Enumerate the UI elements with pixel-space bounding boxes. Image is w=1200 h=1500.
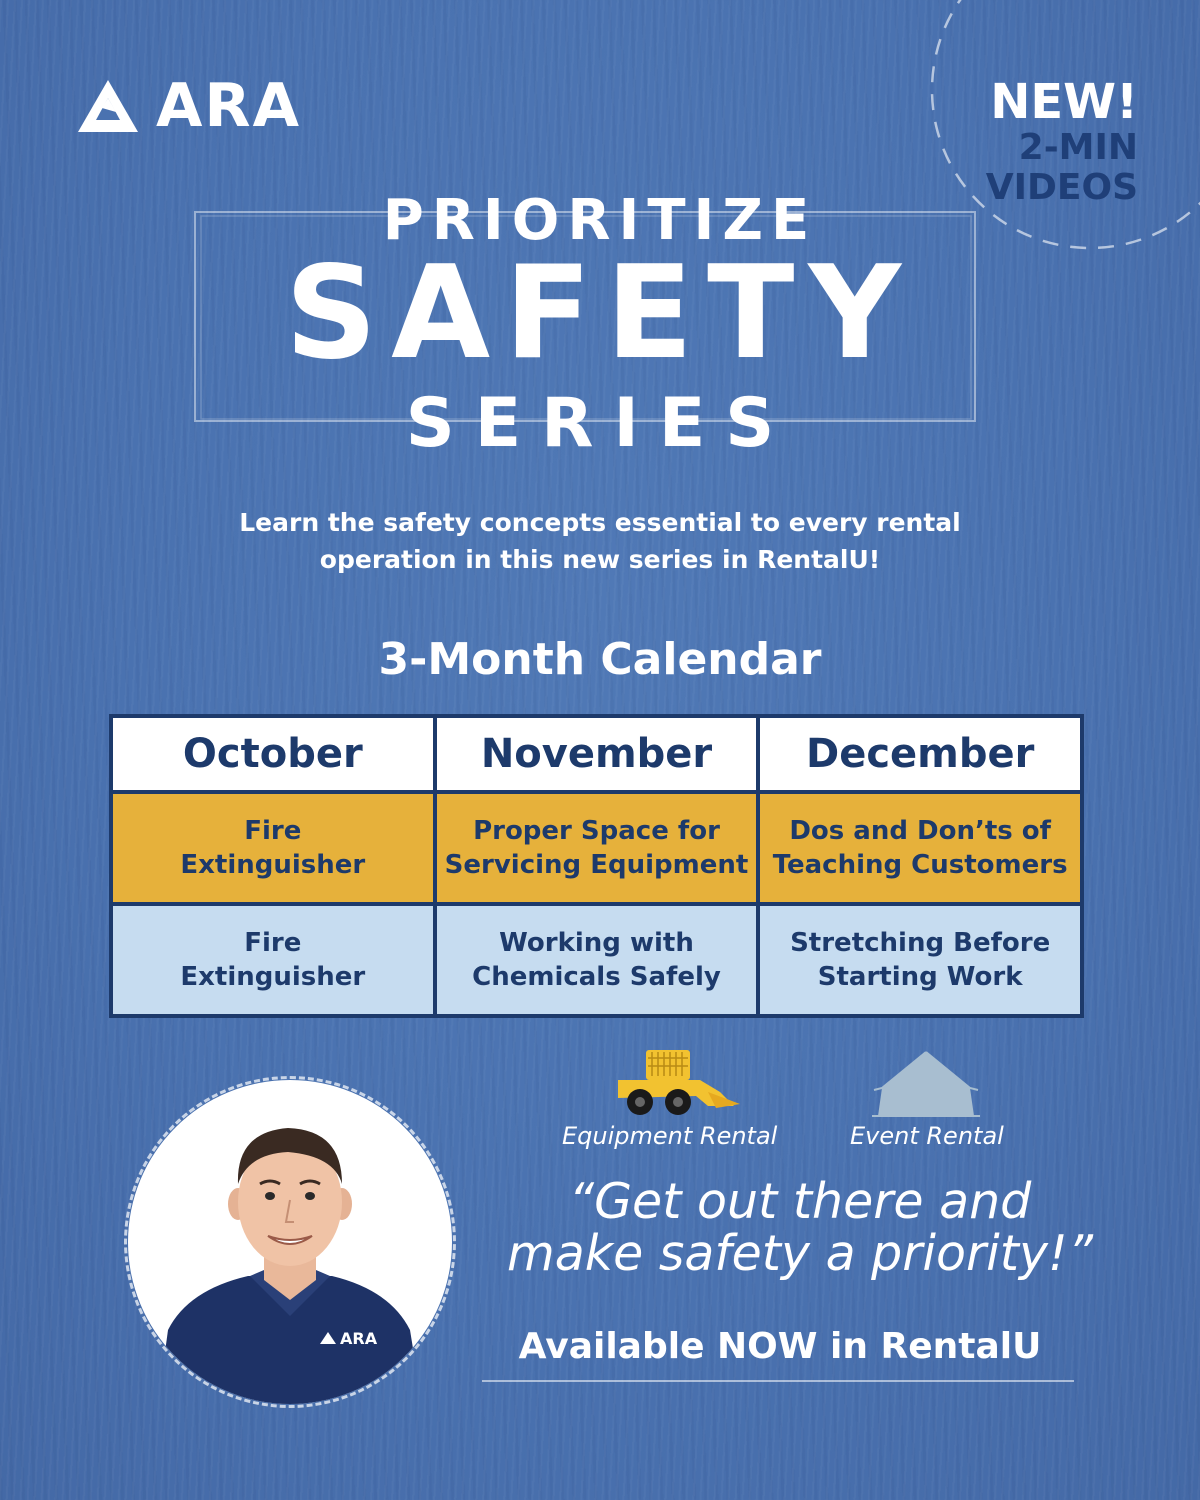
calendar-row	[111, 792, 1082, 904]
calendar-cell	[435, 904, 759, 1016]
cell-line: Working with	[499, 928, 694, 958]
cta-text: Available NOW in RentalU	[518, 1326, 1042, 1367]
calendar-cell	[758, 792, 1082, 904]
quote-line-2: make safety a priority!”	[506, 1225, 1094, 1282]
calendar-cell	[111, 904, 435, 1016]
cell-line: Fire	[244, 816, 302, 846]
intro-text	[150, 504, 1050, 578]
cell-line: Fire	[244, 928, 302, 958]
cell-line: Extinguisher	[180, 962, 366, 992]
month-header: November	[435, 716, 759, 792]
cell-line: Proper Space for	[473, 816, 720, 846]
intro-line-1: Learn the safety concepts essential to every rental	[239, 508, 961, 537]
skid-steer-loader-icon	[612, 1046, 742, 1118]
calendar-cell	[758, 904, 1082, 1016]
cta-underline	[482, 1380, 1074, 1382]
badge-duration: 2-MIN	[1018, 127, 1138, 168]
avatar	[128, 1080, 452, 1404]
ara-logo	[76, 71, 302, 141]
calendar-row	[111, 904, 1082, 1016]
cell-line: Chemicals Safely	[472, 962, 721, 992]
logo-text: ARA	[156, 71, 302, 141]
month-header: December	[758, 716, 1082, 792]
shirt-logo-text: ARA	[340, 1329, 378, 1348]
calendar-heading: 3-Month Calendar	[378, 634, 822, 685]
month-header: October	[111, 716, 435, 792]
cell-line: Dos and Don’ts of	[789, 816, 1051, 846]
event-rental-label: Event Rental	[850, 1122, 1004, 1150]
avatar-illustration	[128, 1080, 452, 1404]
equipment-rental-label: Equipment Rental	[562, 1122, 778, 1150]
calendar-header-row	[111, 716, 1082, 792]
badge-format: VIDEOS	[985, 167, 1138, 208]
calendar-table	[109, 714, 1084, 1018]
cell-line: Extinguisher	[180, 850, 366, 880]
title-safety: SAFETY	[284, 239, 916, 388]
ara-logo-icon	[76, 78, 140, 134]
calendar-cell	[435, 792, 759, 904]
title-prioritize: PRIORITIZE	[382, 188, 818, 253]
cell-line: Servicing Equipment	[444, 850, 749, 880]
badge-new: NEW!	[990, 74, 1138, 130]
quote	[490, 1173, 1110, 1282]
quote-line-1: “Get out there and	[568, 1173, 1032, 1230]
calendar-cell	[111, 792, 435, 904]
tent-icon	[870, 1050, 982, 1120]
title-series: SERIES	[405, 384, 795, 463]
cell-line: Stretching Before	[790, 928, 1051, 958]
cell-line: Starting Work	[817, 962, 1023, 992]
cell-line: Teaching Customers	[772, 850, 1068, 880]
intro-line-2: operation in this new series in RentalU!	[319, 545, 881, 574]
new-badge	[985, 74, 1138, 208]
